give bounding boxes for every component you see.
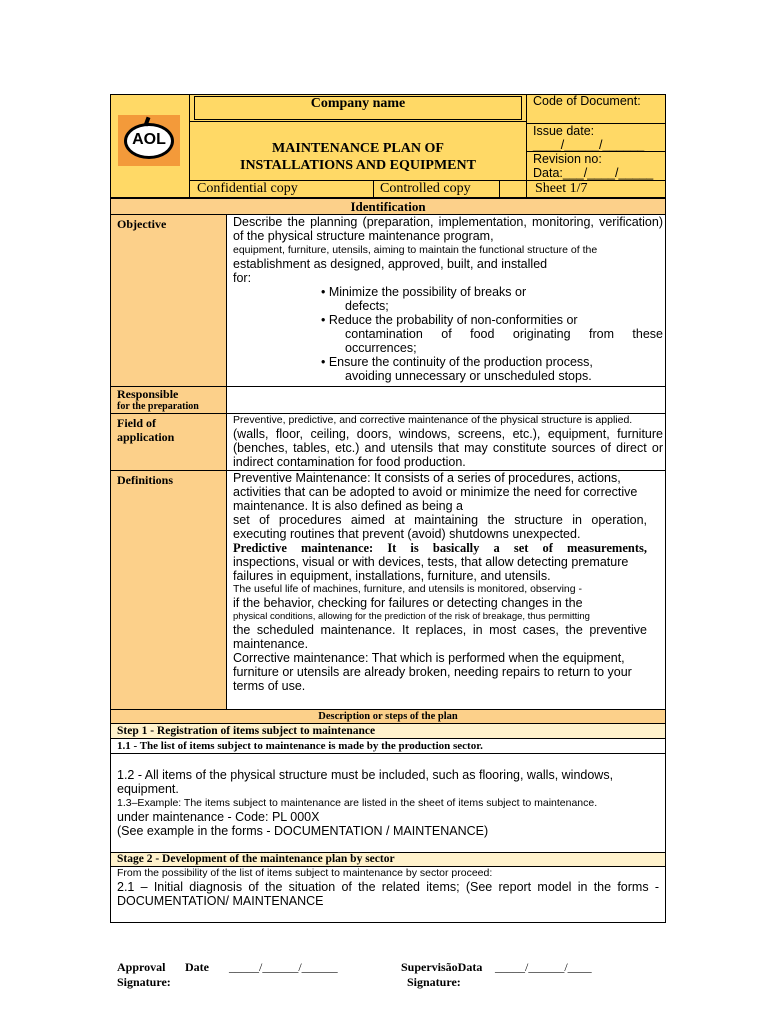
field-text-2: (walls, floor, ceiling, doors, windows, screens, etc.), equipment, furniture (benches, tables, etc.) and utensils that may constitute sources of direct or indirect contamination for food production.: [233, 427, 663, 469]
identification-band: [110, 198, 666, 215]
definitions-text: Predictive maintenance: It is basically a set of measurements,: [233, 541, 647, 555]
definitions-label: Definitions: [111, 471, 227, 709]
approval-date-label: Date: [185, 960, 209, 974]
definitions-text: Preventive Maintenance: It consists of a series of procedures, actions, activities that can be adopted to avoid or minimize the need for corrective maintenance. It is also defined as being a: [233, 471, 638, 513]
company-name: Company name: [310, 96, 406, 111]
objective-bullet: • Minimize the possibility of breaks or: [321, 285, 527, 299]
code-cell: [526, 94, 666, 124]
logo-text: AOL: [132, 131, 166, 148]
stage2-title: Stage 2 - Development of the maintenance plan by sector: [110, 852, 666, 867]
responsible-value: [227, 387, 665, 413]
objective-text-4: for:: [233, 271, 252, 285]
field-row: [110, 413, 666, 471]
stage2-details: [110, 866, 666, 923]
approval-signature-label: Signature:: [117, 975, 171, 989]
stage2-1: From the possibility of the list of items subject to maintenance by sector proceed:: [117, 867, 493, 879]
definitions-content: [227, 471, 665, 709]
identification-title: Identification: [350, 199, 426, 214]
objective-bullet-cont: defects;: [345, 299, 389, 313]
objective-bullet-cont: contamination of food originating from these: [345, 327, 663, 341]
step1-2: 1.2 - All items of the physical structure must be included, such as flooring, walls, windows, equipment.: [117, 768, 614, 796]
objective-text-3: establishment as designed, approved, built, and installed: [233, 257, 548, 271]
field-content: [227, 414, 665, 470]
supervision-label: SupervisãoData: [401, 960, 483, 974]
issue-date-cell: [526, 124, 666, 152]
step1-1: 1.1 - The list of items subject to maintenance is made by the production sector.: [110, 738, 666, 754]
confidential-copy: Confidential copy: [190, 180, 374, 198]
objective-bullet-cont: occurrences;: [345, 341, 417, 355]
definitions-text: Corrective maintenance: That which is performed when the equipment, furniture or utensils are already broken, needing repairs to return to your terms of use.: [233, 651, 632, 693]
objective-text-2: equipment, furniture, utensils, aiming to maintain the functional structure of the: [233, 244, 598, 256]
steps-header: Description or steps of the plan: [110, 709, 666, 724]
definitions-row: [110, 470, 666, 710]
company-logo: [118, 115, 180, 166]
logo-cell: [110, 94, 190, 198]
controlled-copy: Controlled copy: [374, 180, 500, 198]
approval-label: Approval: [117, 960, 166, 974]
code-label: Code of Document:: [533, 94, 641, 108]
stage2-2: 2.1 – Initial diagnosis of the situation of the related items; (See report model in the forms - DOCUMENTATION/ MAINTENANCE: [117, 880, 659, 908]
step1-4: under maintenance - Code: PL 000X: [117, 810, 320, 824]
company-name-box: [194, 96, 522, 120]
step1-title: Step 1 - Registration of items subject to maintenance: [110, 723, 666, 739]
definitions-text: The useful life of machines, furniture, and utensils is monitored, observing -: [233, 583, 583, 595]
objective-bullet: • Reduce the probability of non-conformities or: [321, 313, 578, 327]
objective-label: Objective: [111, 215, 227, 386]
step1-details: [110, 753, 666, 853]
objective-bullet: • Ensure the continuity of the production process,: [321, 355, 593, 369]
issue-date: Issue date: ____/_____/______: [533, 124, 645, 152]
revision-date: Data:___/____/_____: [533, 166, 654, 180]
objective-text-1: Describe the planning (preparation, implementation, monitoring, verification) of the physical structure maintenance program,: [233, 215, 663, 243]
revision-no: Revision no:: [533, 152, 602, 166]
supervision-date-field: _____/______/____: [495, 960, 592, 974]
objective-content: [227, 215, 665, 386]
step1-3: 1.3–Example: The items subject to maintenance are listed in the sheet of items subject to maintenance.: [117, 797, 598, 809]
title-cell: [190, 122, 526, 180]
responsible-row: [110, 386, 666, 414]
document-title-line2: INSTALLATIONS AND EQUIPMENT: [240, 158, 476, 173]
step1-5: (See example in the forms - DOCUMENTATION / MAINTENANCE): [117, 824, 489, 838]
responsible-label: Responsible for the preparation: [111, 387, 227, 413]
objective-bullet-cont: avoiding unnecessary or unscheduled stops.: [345, 369, 592, 383]
supervision-signature-label: Signature:: [407, 975, 461, 989]
field-text-1: Preventive, predictive, and corrective maintenance of the physical structure is applied.: [233, 414, 633, 426]
sheet-number: Sheet 1/7: [526, 180, 666, 198]
objective-row: [110, 214, 666, 387]
definitions-text: inspections, visual or with devices, tests, that allow detecting premature failures in equipment, installations, furniture, and utensils.: [233, 555, 629, 583]
footer: [117, 960, 677, 994]
approval-date-field: _____/______/______: [229, 960, 338, 974]
definitions-text: set of procedures aimed at maintaining the structure in operation, executing routines that prevent (avoid) shutdowns unexpected.: [233, 513, 647, 541]
field-label: Field of application: [111, 414, 227, 470]
definitions-text: physical conditions, allowing for the prediction of the risk of breakage, thus permitting: [233, 611, 590, 622]
document-title-line1: MAINTENANCE PLAN OF: [272, 141, 444, 156]
definitions-text: if the behavior, checking for failures or detecting changes in the: [233, 596, 583, 610]
definitions-text: the scheduled maintenance. It replaces, in most cases, the preventive maintenance.: [233, 623, 647, 651]
revision-cell: [526, 152, 666, 181]
